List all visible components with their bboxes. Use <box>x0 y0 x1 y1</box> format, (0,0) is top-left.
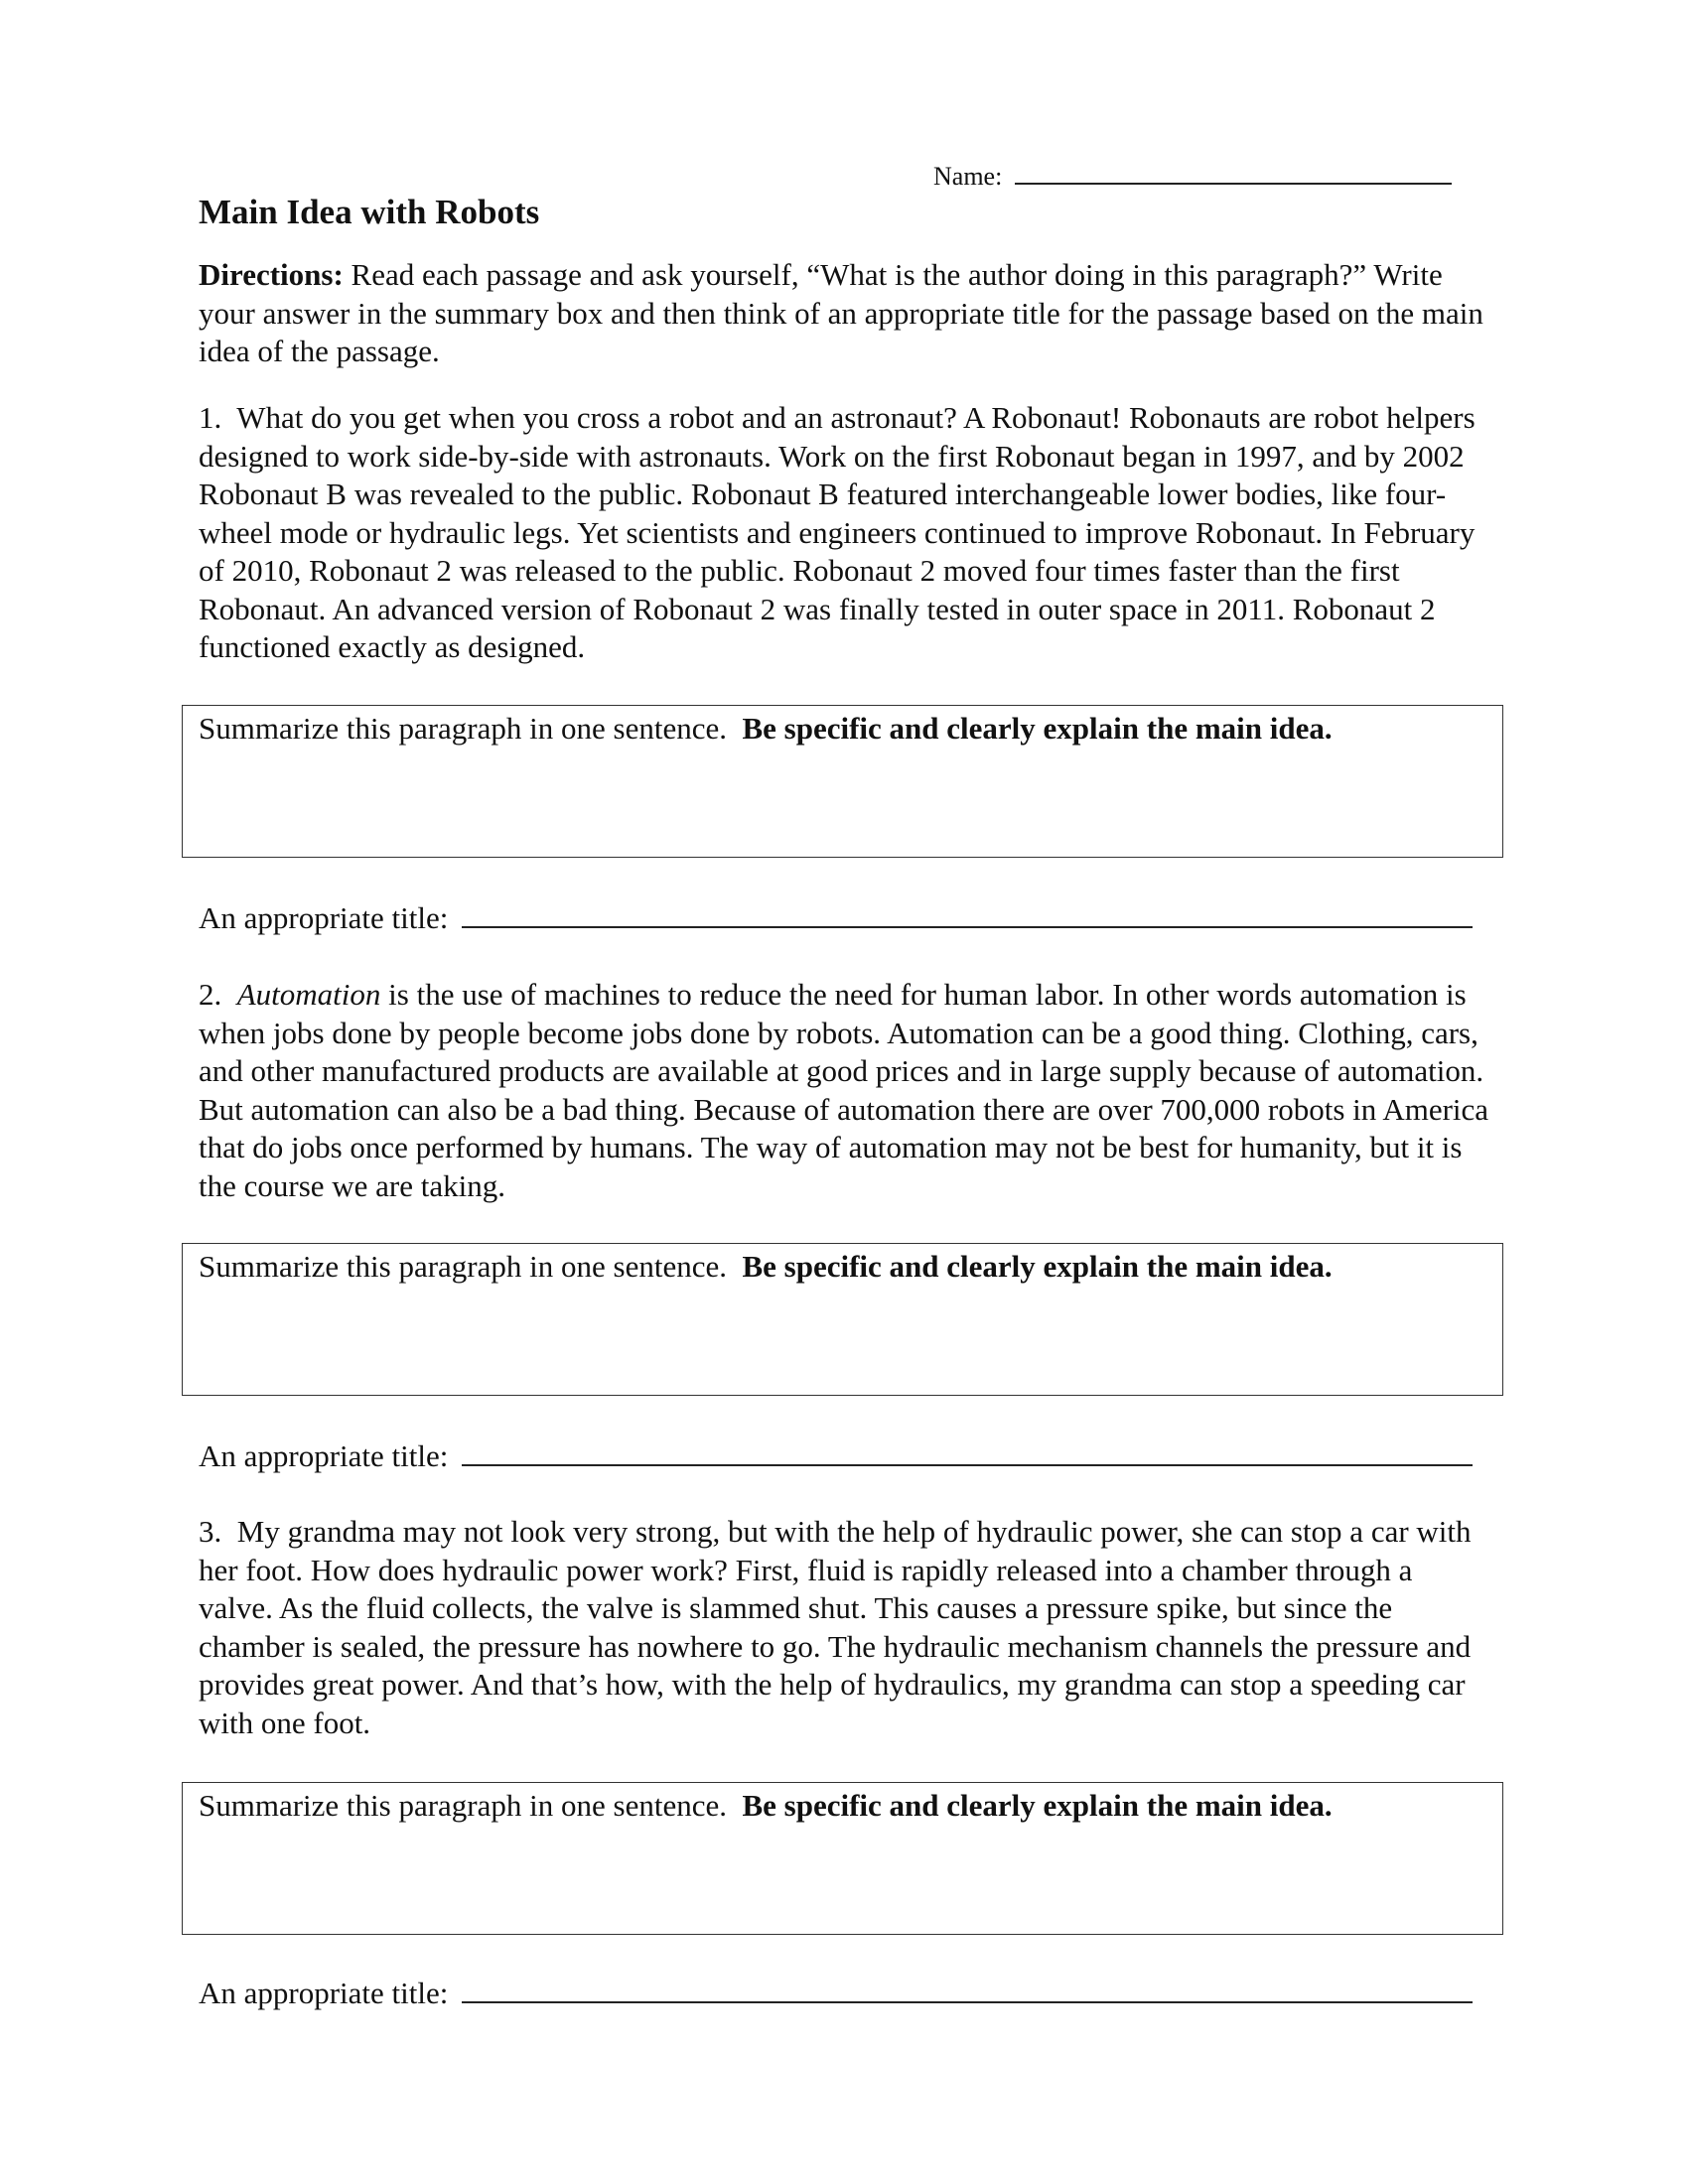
summary-prompt <box>199 1787 1333 1825</box>
summary-prompt-plain: Summarize this paragraph in one sentence. <box>199 1788 727 1823</box>
passage-text: What do you get when you cross a robot and an astronaut? A Robonaut! Robonauts are robot helpers designed to work side-by-side with astronauts. Work on the first Robonaut began in 1997, and by 2002 Robonaut B was revealed to the public. Robonaut B featured interchangeable lower bodies, like four-wheel mode or hydraulic legs. Yet scientists and engineers continued to improve Robonaut. In February of 2010, Robonaut 2 was released to the public. Robonaut 2 moved four times faster than the first Robonaut. An advanced version of Robonaut 2 was finally tested in outer space in 2011. Robonaut 2 functioned exactly as designed. <box>199 400 1476 664</box>
name-input-line[interactable] <box>1015 157 1452 185</box>
title-input-line[interactable] <box>462 898 1473 928</box>
title-label: An appropriate title: <box>199 900 449 935</box>
directions-label: Directions: <box>199 257 344 292</box>
passage-number: 3. <box>199 1514 222 1549</box>
directions-text: Read each passage and ask yourself, “What is the author doing in this paragraph?” Write your answer in the summary box and then think of an appropriate title for the passage based on the main idea of the passage. <box>199 257 1483 368</box>
title-label: An appropriate title: <box>199 1438 449 1473</box>
passage-number: 1. <box>199 400 222 435</box>
passage-text: is the use of machines to reduce the need for human labor. In other words automation is when jobs done by people become jobs done by robots. Automation can be a good thing. Clothing, cars, and other manufactured products are available at good prices and in large supply because of automation. But automation can also be a bad thing. Because of automation there are over 700,000 robots in America that do jobs once performed by humans. The way of automation may not be best for humanity, but it is the course we are taking. <box>199 977 1489 1203</box>
summary-prompt-plain: Summarize this paragraph in one sentence. <box>199 1249 727 1284</box>
title-field-1[interactable] <box>199 898 1473 937</box>
title-label: An appropriate title: <box>199 1976 449 2010</box>
summary-prompt-bold: Be specific and clearly explain the main idea. <box>742 711 1333 746</box>
title-input-line[interactable] <box>462 1436 1473 1466</box>
summary-prompt <box>199 710 1333 748</box>
summary-prompt-bold: Be specific and clearly explain the main idea. <box>742 1788 1333 1823</box>
summary-box-1[interactable] <box>182 705 1503 858</box>
passage-2 <box>199 976 1489 1205</box>
passage-number: 2. <box>199 977 222 1012</box>
passage-text: My grandma may not look very strong, but with the help of hydraulic power, she can stop a car with her foot. How does hydraulic power work? First, fluid is rapidly released into a chamber through a valve. As the fluid collects, the valve is slammed shut. This causes a pressure spike, but since the chamber is sealed, the pressure has nowhere to go. The hydraulic mechanism channels the pressure and provides great power. And that’s how, with the help of hydraulics, my grandma can stop a speeding car with one foot. <box>199 1514 1472 1740</box>
title-field-2[interactable] <box>199 1436 1473 1475</box>
title-input-line[interactable] <box>462 1974 1473 2003</box>
summary-prompt <box>199 1248 1333 1286</box>
summary-box-2[interactable] <box>182 1243 1503 1396</box>
summary-prompt-plain: Summarize this paragraph in one sentence. <box>199 711 727 746</box>
name-field[interactable] <box>933 157 1452 194</box>
title-field-3[interactable] <box>199 1974 1473 2012</box>
passage-term: Automation <box>236 977 381 1012</box>
page-title: Main Idea with Robots <box>199 193 540 231</box>
name-label: Name: <box>933 162 1003 191</box>
summary-box-3[interactable] <box>182 1782 1503 1935</box>
passage-1 <box>199 399 1489 667</box>
directions-paragraph <box>199 256 1489 371</box>
passage-3 <box>199 1513 1489 1742</box>
summary-prompt-bold: Be specific and clearly explain the main idea. <box>742 1249 1333 1284</box>
